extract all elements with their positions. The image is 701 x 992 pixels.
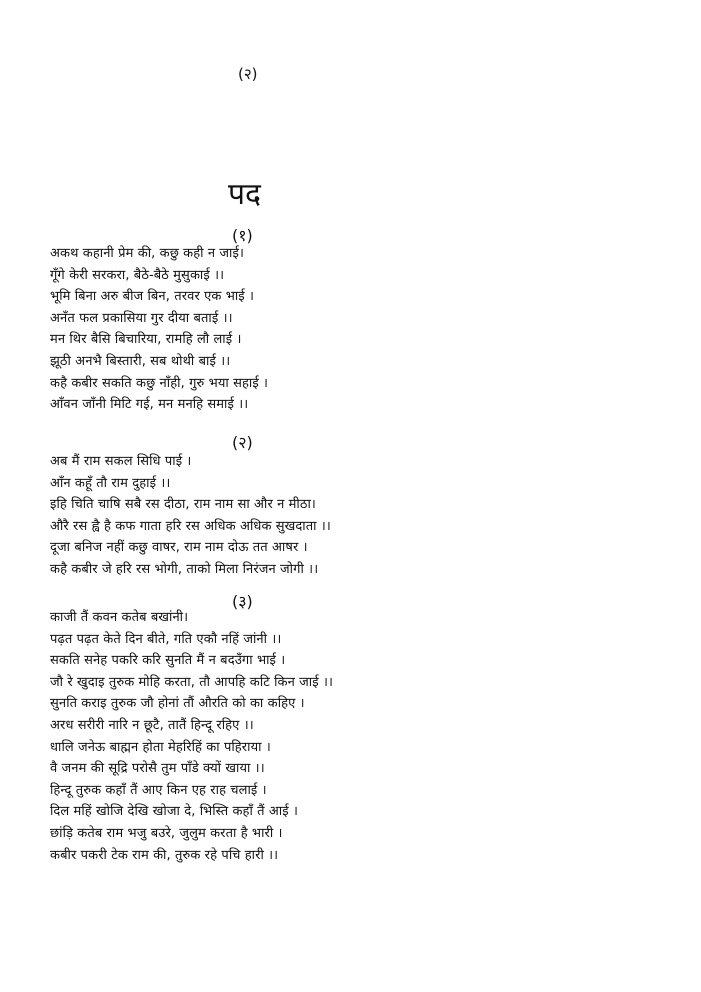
verse-line: झूठी अनभै बिस्तारी, सब थोथी बाई ।। [50, 353, 231, 369]
verse-line: हिन्दू तुरुक कहाँ तैं आए किन एह राह चलाई । [50, 782, 267, 798]
section-title: पद [228, 177, 261, 212]
verse-line: दिल महिं खोजि देखि खोजा दे, भिस्ति कहाँ तैं आई । [50, 804, 299, 820]
poem-number: (२) [232, 433, 253, 452]
verse-line: जौ रे खुदाइ तुरुक मोहि करता, तौ आपहि कटि किन जाई ।। [50, 674, 333, 690]
verse-line: मन थिर बैसि बिचारिया, रामहि लौ लाई । [50, 332, 242, 348]
poem-1 [50, 243, 268, 416]
verse-line: आँन कहूँ तौ राम दुहाई ।। [50, 475, 171, 491]
verse-line: गूँगे केरी सरकरा, बैठे-बैठे मुसुकाई ।। [50, 267, 225, 283]
verse-line: वै जनम की सूद्रि परोसै तुम पाँडे क्यों खाया ।। [50, 761, 265, 777]
verse-line: अरध सरीरी नारि न छूटै, तातैं हिन्दू रहिए ।। [50, 717, 254, 733]
verse-line: कबीर पकरी टेक राम की, तुरुक रहे पचि हारी ।। [50, 847, 279, 863]
verse-line: काजी तैं कवन कतेब बखांनी। [50, 610, 189, 625]
verse-line: कहै कबीर जे हरि रस भोगी, ताको मिला निरंजन जोगी ।। [50, 561, 319, 577]
poem-3 [50, 607, 333, 866]
verse-line: अनँत फल प्रकासिया गुर दीया बताई ।। [50, 310, 233, 326]
verse-line: दूजा बनिज नहीं कछु वाषर, राम नाम दोऊ तत आषर । [50, 540, 308, 556]
verse-line: सुनति कराइ तुरुक जौ होनां तौं औरति को का कहिए । [50, 696, 305, 712]
verse-line: आँवन जाँनी मिटि गई, मन मनहि समाई ।। [50, 397, 249, 413]
poem-number: (१) [232, 226, 253, 245]
verse-line: अब मैं राम सकल सिधि पाई । [50, 454, 192, 469]
poem-number: (३) [232, 592, 253, 611]
verse-line: सकति सनेह पकरि करि सुनति मैं न बदउँगा भाई । [50, 653, 286, 669]
verse-line: पढ़त पढ़त केते दिन बीते, गति एकौ नहिं जांनी ।। [50, 631, 282, 647]
verse-line: कहै कबीर सकति कछु नाँही, गुरु भया सहाई । [50, 375, 269, 391]
verse-line: अकथ कहानी प्रेम की, कछु कही न जाई। [50, 246, 245, 261]
page-number: (२) [238, 65, 258, 83]
verse-line: छांड़ि कतेब राम भजु बउरे, जुलुम करता है भारी । [50, 825, 283, 841]
poem-2 [50, 451, 331, 581]
verse-line: भूमि बिना अरु बीज बिन, तरवर एक भाई । [50, 289, 255, 305]
verse-line: धालि जनेऊ बाह्मन होता मेहरिहिं का पहिराया । [50, 739, 271, 755]
verse-line: औरै रस ह्वै है कफ गाता हरि रस अधिक अधिक सुखदाता ।। [50, 518, 331, 534]
verse-line: इहि चिति चाषि सबै रस दीठा, राम नाम सा और न मीठा। [50, 497, 316, 513]
